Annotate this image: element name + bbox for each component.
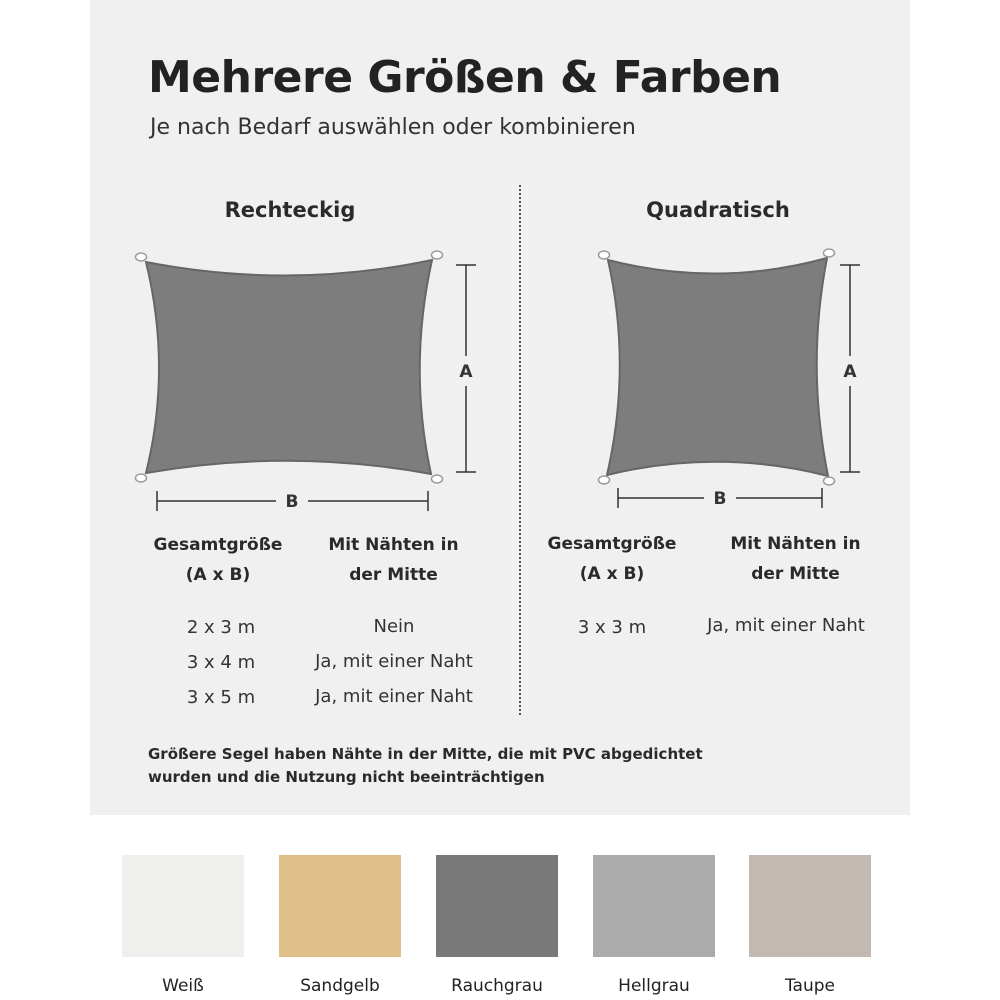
dimension-b-label: B — [713, 489, 727, 509]
seam-note: Größere Segel haben Nähte in der Mitte, die mit PVC abgedichtet wurden und die Nutzung nicht beeinträchtigen — [148, 745, 703, 786]
table-header-size — [532, 529, 692, 589]
dimension-b-label: B — [285, 492, 299, 512]
color-swatch-sand — [279, 855, 401, 957]
table-cell-size: 3 x 3 m — [577, 617, 647, 638]
header-line: (A x B) — [185, 565, 251, 585]
header-line: Mit Nähten in — [328, 535, 459, 555]
page-title: Mehrere Größen & Farben — [148, 52, 782, 103]
header-line: der Mitte — [349, 565, 438, 585]
header-line: Gesamtgröße — [547, 534, 677, 554]
corner-ring-icon — [824, 477, 835, 485]
color-swatch-taupe — [749, 855, 871, 957]
square-sail-diagram — [599, 249, 861, 509]
color-label: Rauchgrau — [451, 976, 543, 996]
dimension-a-label: A — [843, 362, 857, 382]
table-cell-seams: Ja, mit einer Naht — [707, 615, 865, 636]
dimension-a-label: A — [459, 362, 473, 382]
corner-ring-icon — [599, 476, 610, 484]
heading-square: Quadratisch — [646, 198, 790, 222]
corner-ring-icon — [432, 251, 443, 259]
rectangular-sail-diagram — [136, 251, 477, 512]
heading-rectangular: Rechteckig — [224, 198, 356, 222]
color-swatch-smoke-grey — [436, 855, 558, 957]
table-cell-seams: Nein — [373, 616, 415, 637]
color-label: Taupe — [784, 976, 835, 996]
table-header-seams — [306, 530, 481, 590]
corner-ring-icon — [824, 249, 835, 257]
corner-ring-icon — [432, 475, 443, 483]
color-swatch-white — [122, 855, 244, 957]
color-label: Weiß — [162, 976, 204, 996]
table-cell-size: 2 x 3 m — [186, 617, 256, 638]
color-swatch-light-grey — [593, 855, 715, 957]
corner-ring-icon — [136, 474, 147, 482]
corner-ring-icon — [599, 251, 610, 259]
color-label: Hellgrau — [618, 976, 690, 996]
table-cell-seams: Ja, mit einer Naht — [315, 686, 473, 707]
header-line: Gesamtgröße — [153, 535, 283, 555]
table-header-seams — [708, 529, 883, 589]
header-line: (A x B) — [579, 564, 645, 584]
table-cell-size: 3 x 4 m — [186, 652, 256, 673]
header-line: der Mitte — [751, 564, 840, 584]
page-subtitle: Je nach Bedarf auswählen oder kombinieren — [150, 115, 636, 140]
square-sail-shape — [607, 258, 828, 476]
header-line: Mit Nähten in — [730, 534, 861, 554]
table-header-size — [138, 530, 298, 590]
table-cell-size: 3 x 5 m — [186, 687, 256, 708]
rectangular-sail-shape — [146, 260, 432, 474]
color-label: Sandgelb — [300, 976, 380, 996]
table-cell-seams: Ja, mit einer Naht — [315, 651, 473, 672]
corner-ring-icon — [136, 253, 147, 261]
